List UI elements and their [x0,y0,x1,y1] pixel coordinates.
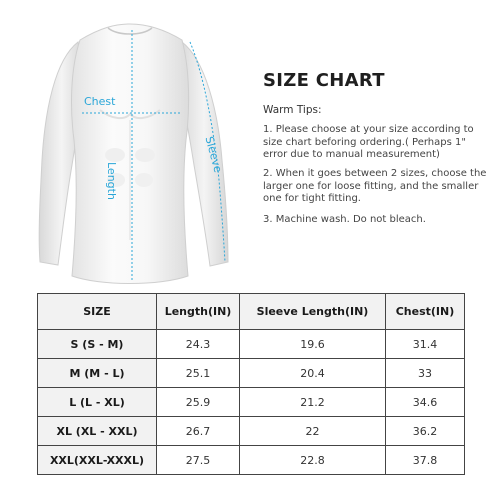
sleeve-cell: 21.2 [240,388,386,417]
length-cell: 25.9 [157,388,240,417]
header-size: SIZE [38,294,157,330]
size-cell: XXL(XXL-XXXL) [38,446,157,475]
table-row [38,417,465,446]
chest-cell: 37.8 [386,446,465,475]
chest-cell: 33 [386,359,465,388]
sleeve-cell: 22.8 [240,446,386,475]
sleeve-cell: 19.6 [240,330,386,359]
sleeve-label: Sleeve [202,135,225,174]
table-header-row [38,294,465,330]
length-cell: 26.7 [157,417,240,446]
chest-cell: 34.6 [386,388,465,417]
length-label: Length [105,162,118,200]
chest-label: Chest [84,95,116,108]
table-row [38,446,465,475]
sleeve-cell: 22 [240,417,386,446]
size-table-container [37,293,465,475]
length-cell: 25.1 [157,359,240,388]
size-cell: XL (XL - XXL) [38,417,157,446]
size-cell: M (M - L) [38,359,157,388]
header-chest: Chest(IN) [386,294,465,330]
tip-item: 1. Please choose at your size according to size chart beforing ordering.( Perhaps 1" error due to manual measurement) [263,124,474,160]
length-cell: 24.3 [157,330,240,359]
table-row [38,388,465,417]
shirt-illustration [0,0,255,290]
size-cell: L (L - XL) [38,388,157,417]
page-title: SIZE CHART [263,70,385,91]
size-table [37,293,465,475]
length-cell: 27.5 [157,446,240,475]
sleeve-cell: 20.4 [240,359,386,388]
header-sleeve-length: Sleeve Length(IN) [240,294,386,330]
header-length: Length(IN) [157,294,240,330]
chest-cell: 36.2 [386,417,465,446]
tip-item: 2. When it goes between 2 sizes, choose the larger one for loose fitting, and the smaller one for tight fitting. [263,168,487,204]
chest-cell: 31.4 [386,330,465,359]
tips-heading: Warm Tips: [263,104,322,116]
size-cell: S (S - M) [38,330,157,359]
table-row [38,359,465,388]
table-row [38,330,465,359]
tip-item: 3. Machine wash. Do not bleach. [263,214,426,225]
